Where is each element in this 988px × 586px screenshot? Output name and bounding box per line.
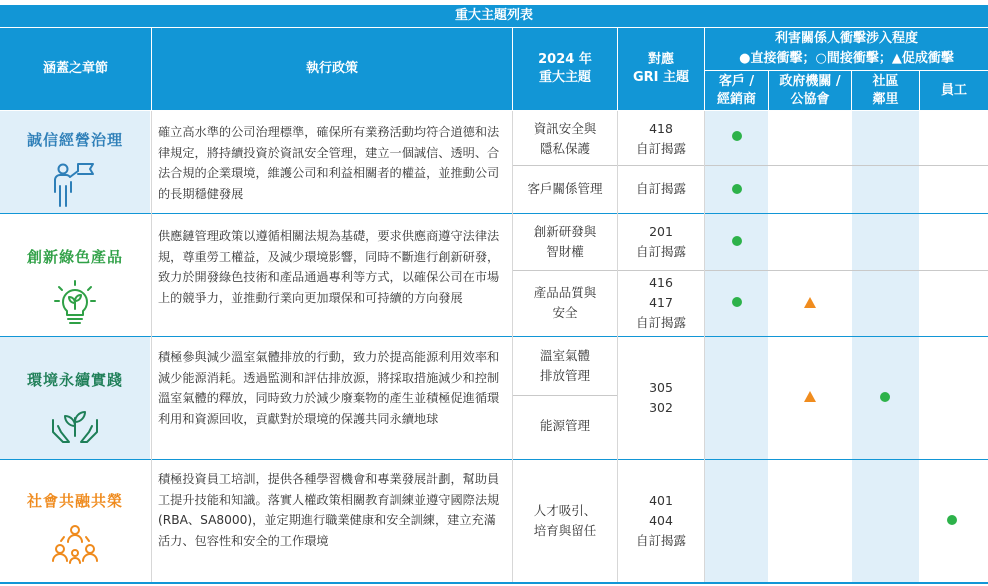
gri-cell [618, 113, 704, 165]
header-stakeholder-community [852, 71, 919, 110]
lightbulb-leaf-icon [53, 279, 97, 325]
customers-column-tint [705, 111, 768, 583]
gri-code: 416 [649, 275, 673, 290]
section-title: 環境永續實踐 [26, 371, 123, 389]
section-title: 誠信經營治理 [26, 131, 123, 149]
stakeholder-line2: 經銷商 [716, 91, 756, 107]
contributing-impact-triangle [804, 297, 816, 308]
header-topic-line1: 2024 年 [538, 52, 592, 67]
direct-impact-dot [732, 297, 742, 307]
section-environment [0, 337, 150, 459]
topic-name: 培育與留任 [533, 523, 597, 538]
topic-cell [513, 341, 617, 391]
governance-flag-person-icon [51, 162, 99, 208]
column-divider [704, 111, 705, 582]
section-social [0, 460, 150, 582]
section-policy: 積極參與減少溫室氣體排放的行動，致力於提高能源利用效率和減少能源消耗。透過監測和評估排放源，將採取措施減少和控制溫室氣體的釋放，同時致力於減少廢棄物的產生並積極促進循環利用和資源回收，貢獻對於環境的保護共同永續地球 [158, 350, 500, 426]
topic-cell [513, 271, 617, 335]
contributing-impact-triangle [804, 391, 816, 402]
topic-cell [513, 218, 617, 266]
topic-cell: 客戶關係管理 [527, 181, 603, 196]
stakeholder-line2: 鄰里 [872, 91, 899, 107]
header-stakeholder-employees [920, 71, 988, 110]
direct-impact-dot [732, 236, 742, 246]
gri-cell [618, 460, 704, 582]
column-divider [617, 111, 618, 582]
topic-name: 智財權 [546, 244, 584, 259]
header-impact [705, 28, 988, 70]
topic-name: 溫室氣體 [539, 348, 590, 363]
section-green-products [0, 214, 150, 336]
gri-cell [618, 337, 704, 459]
topic-cell: 能源管理 [539, 418, 590, 433]
column-divider [151, 111, 152, 582]
gri-code: 自訂揭露 [635, 315, 686, 330]
header-policy: 執行政策 [152, 28, 512, 110]
header-impact-title: 利害關係人衝擊涉入程度 [774, 31, 918, 46]
topic-name: 隱私保護 [539, 141, 590, 156]
stakeholder-line1: 政府機關 / [779, 73, 841, 89]
header-topic-line2: 重大主題 [538, 70, 591, 85]
header-impact-legend: ●直接衝擊；○間接衝擊；▲促成衝擊 [739, 51, 954, 66]
topic-name: 產品品質與 [533, 285, 597, 300]
gri-code: 401 [649, 493, 673, 508]
topic-name: 人才吸引、 [533, 503, 597, 518]
gri-cell [618, 271, 704, 335]
header-gri [618, 28, 704, 110]
header-gri-line2: GRI 主題 [632, 70, 690, 85]
table-title: 重大主題列表 [0, 5, 988, 27]
gri-code: 自訂揭露 [635, 244, 686, 259]
row-divider [513, 395, 617, 396]
gri-cell: 自訂揭露 [635, 181, 686, 196]
header-topic [513, 28, 617, 110]
direct-impact-dot [880, 392, 890, 402]
direct-impact-dot [947, 515, 957, 525]
column-divider [512, 111, 513, 582]
gri-code: 自訂揭露 [635, 533, 686, 548]
header-stakeholder-government [769, 71, 851, 110]
topic-name: 創新研發與 [533, 224, 597, 239]
section-policy: 供應鏈管理政策以遵循相關法規為基礎，要求供應商遵守法律法規，尊重勞工權益，及減少環境影響，同時不斷進行創新研發，致力於開發綠色技術和產品通過專利等方式，以確保公司在市場上的競爭力，並推動行業向更加環保和可持續的方向發展 [158, 229, 500, 305]
topic-name: 安全 [552, 305, 578, 320]
stakeholder-line1: 員工 [940, 82, 967, 98]
stakeholder-line1: 客戶 / [718, 73, 755, 89]
gri-cell [618, 218, 704, 266]
gri-code: 418 [649, 121, 673, 136]
gri-code: 417 [649, 295, 673, 310]
header-chapter: 涵蓋之章節 [0, 28, 151, 110]
table-bottom-border [0, 582, 988, 584]
section-title: 創新綠色產品 [26, 248, 123, 266]
community-column-tint [852, 111, 919, 583]
gri-code: 404 [649, 513, 673, 528]
stakeholder-line1: 社區 [872, 73, 899, 89]
section-policy: 積極投資員工培訓，提供各種學習機會和專業發展計劃，幫助員工提升技能和知識。落實人權政策相關教育訓練並遵守國際法規 (RBA、SA8000)，並定期進行職業健康和安全訓練，建立充滿活力、包容性和安全的工作環境 [158, 472, 500, 548]
hands-plant-icon [51, 402, 99, 446]
header-stakeholder-customers [705, 71, 768, 110]
stakeholder-line2: 公協會 [790, 91, 830, 107]
section-policy: 確立高水準的公司治理標準，確保所有業務活動均符合道德和法律規定，將持續投資於資訊安全管理，建立一個誠信、透明、合法合規的企業環境，維護公司和利益相關者的權益，並推動公司的長期穩健發展 [158, 125, 500, 201]
topic-cell [513, 113, 617, 165]
topic-name: 資訊安全與 [533, 121, 597, 136]
people-network-icon [51, 523, 99, 567]
direct-impact-dot [732, 131, 742, 141]
direct-impact-dot [732, 184, 742, 194]
topic-cell [513, 460, 617, 582]
section-governance [0, 111, 150, 213]
gri-code: 302 [649, 400, 673, 415]
header-gri-line1: 對應 [647, 52, 674, 67]
gri-code: 201 [649, 224, 673, 239]
gri-code: 305 [649, 380, 673, 395]
gri-code: 自訂揭露 [635, 141, 686, 156]
section-title: 社會共融共榮 [26, 492, 123, 510]
topic-name: 排放管理 [539, 368, 590, 383]
